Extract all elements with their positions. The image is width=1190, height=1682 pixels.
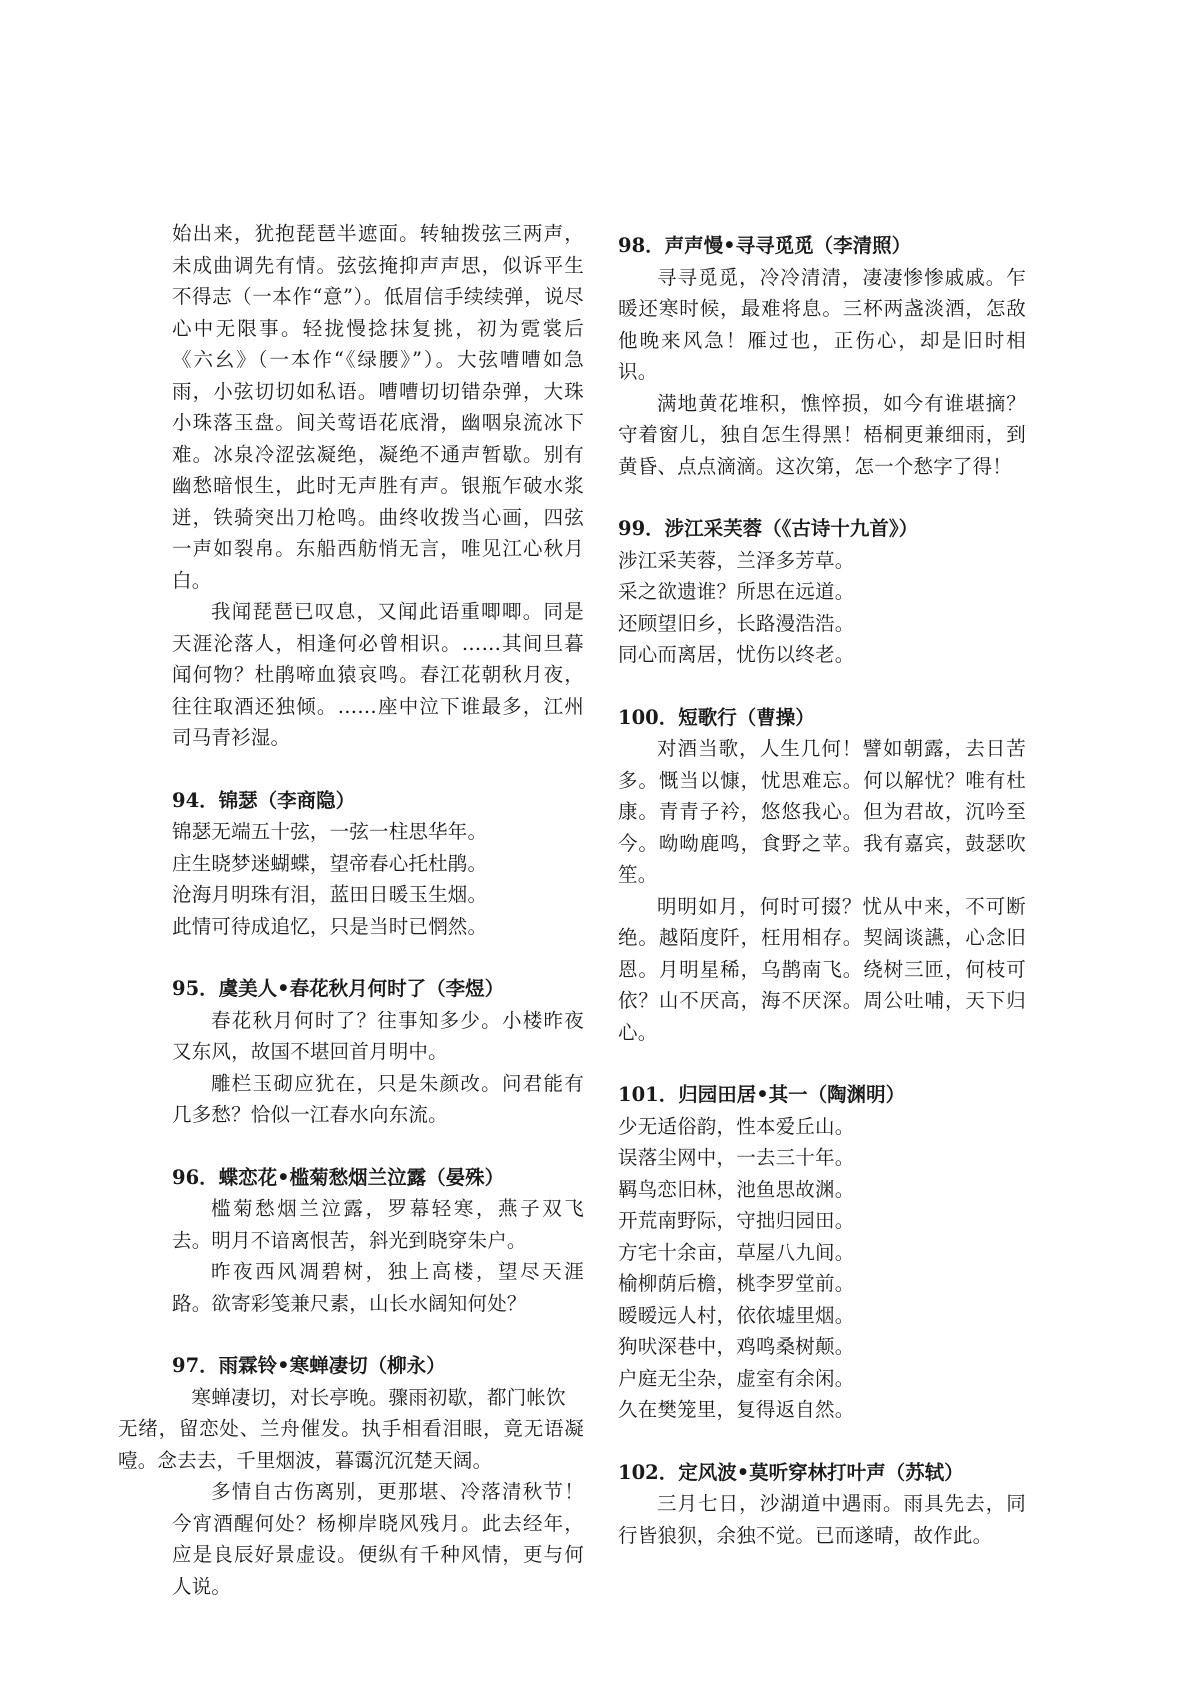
poem-101 (618, 1079, 1026, 1426)
poem-96 (172, 1162, 584, 1320)
poem-line: 还顾望旧乡，长路漫浩浩。 (618, 611, 855, 635)
poem-line: 涉江采芙蓉，兰泽多芳草。 (618, 548, 855, 572)
poem-94 (172, 785, 584, 943)
pipa-continuation-paragraph: 始出来，犹抱琵琶半遮面。转轴拨弦三两声，未成曲调先有情。弦弦掩抑声声思，似诉平生不得志（一本作“意”）。低眉信手续续弹，说尽心中无限事。轻拢慢捻抹复挑，初为霓裳后《六幺》（一本作“《绿腰》”）。大弦嘈嘈如急雨，小弦切切如私语。嘈嘈切切错杂弹，大珠小珠落玉盘。间关莺语花底滑，幽咽泉流冰下难。冰泉冷涩弦凝绝，凝绝不通声暂歇。别有幽愁暗恨生，此时无声胜有声。银瓶乍破水浆迸，铁骑突出刀枪鸣。曲终收拨当心画，四弦一声如裂帛。东船西舫悄无言，唯见江心秋月白。 (172, 222, 584, 592)
poem-preface: 三月七日，沙湖道中遇雨。雨具先去，同行皆狼狈，余独不觉。已而遂晴，故作此。 (618, 1492, 1026, 1547)
poem-100 (618, 702, 1026, 1049)
poem-title: 98．声声慢•寻寻觅觅（李清照） (618, 234, 912, 257)
poem-98 (618, 230, 1026, 482)
poem-title: 101．归园田居•其一（陶渊明） (618, 1083, 906, 1106)
poem-97 (118, 1350, 584, 1602)
poem-paragraph: 寻寻觅觅，冷冷清清，凄凄惨惨戚戚。乍暖还寒时候，最难将息。三杯两盏淡酒，怎敌他晚来风急！雁过也，正伤心，却是旧时相识。 (618, 265, 1026, 383)
poem-102 (618, 1457, 1026, 1552)
poem-paragraph-line: 寒蝉凄切，对长亭晚。骤雨初歇，都门帐饮 (191, 1385, 566, 1409)
poem-title: 95．虞美人•春花秋月何时了（李煜） (172, 977, 505, 1000)
poem-paragraph: 春花秋月何时了？往事知多少。小楼昨夜又东风，故国不堪回首月明中。 (172, 1008, 584, 1063)
poem-line: 方宅十余亩，草屋八九间。 (618, 1240, 855, 1264)
poem-95 (172, 973, 584, 1131)
poem-paragraph-outdented (118, 1413, 584, 1476)
pipa-continuation-paragraph: 我闻琵琶已叹息，又闻此语重唧唧。同是天涯沦落人，相逢何必曾相识。……其间旦暮闻何物？杜鹃啼血猿哀鸣。春江花朝秋月夜，往往取酒还独倾。……座中泣下谁最多，江州司马青衫湿。 (172, 600, 584, 749)
poem-99 (618, 513, 1026, 671)
poem-line: 此情可待成追忆，只是当时已惘然。 (172, 914, 488, 938)
poem-paragraph: 对酒当歌，人生几何！譬如朝露，去日苦多。慨当以慷，忧思难忘。何以解忧？唯有杜康。青青子衿，悠悠我心。但为君故，沉吟至今。呦呦鹿鸣，食野之苹。我有嘉宾，鼓瑟吹笙。 (618, 737, 1026, 886)
poem-paragraph: 槛菊愁烟兰泣露，罗幕轻寒，燕子双飞去。明月不谙离恨苦，斜光到晓穿朱户。 (172, 1197, 584, 1252)
poem-title: 94．锦瑟（李商隐） (172, 788, 356, 812)
poem-paragraph-text: 无绪，留恋处、兰舟催发。执手相看泪眼，竟无语凝噎。念去去，千里烟波，暮霭沉沉楚天阔。 (118, 1417, 584, 1472)
poem-line: 锦瑟无端五十弦，一弦一柱思华年。 (172, 820, 488, 843)
poem-line: 暧暧远人村，依依墟里烟。 (618, 1303, 855, 1327)
poem-title: 102．定风波•莫听穿林打叶声（苏轼） (618, 1460, 964, 1484)
poem-line: 榆柳荫后檐，桃李罗堂前。 (618, 1272, 855, 1295)
poem-line: 羁鸟恋旧林，池鱼思故渊。 (618, 1177, 855, 1201)
left-column (118, 218, 584, 1602)
poem-line: 误落尘网中，一去三十年。 (618, 1146, 855, 1169)
poem-line: 采之欲遗谁？所思在远道。 (618, 580, 855, 603)
poem-title: 96．蝶恋花•槛菊愁烟兰泣露（晏殊） (172, 1165, 505, 1189)
poem-paragraph: 雕栏玉砌应犹在，只是朱颜改。问君能有几多愁？恰似一江春水向东流。 (172, 1071, 584, 1126)
right-column (618, 218, 1026, 1551)
poem-title: 97．雨霖铃•寒蝉凄切（柳永） (172, 1354, 446, 1377)
poem-paragraph: 昨夜西风凋碧树，独上高楼，望尽天涯路。欲寄彩笺兼尺素，山长水阔知何处？ (172, 1260, 584, 1315)
poem-line: 沧海月明珠有泪，蓝田日暖玉生烟。 (172, 883, 488, 906)
poem-line: 同心而离居，忧伤以终老。 (618, 643, 855, 666)
poem-line: 狗吠深巷中，鸡鸣桑树颠。 (618, 1335, 855, 1358)
poem-line: 少无适俗韵，性本爱丘山。 (618, 1114, 855, 1138)
poem-paragraph: 多情自古伤离别，更那堪、冷落清秋节！今宵酒醒何处？杨柳岸晓风残月。此去经年，应是良辰好景虚设。便纵有千种风情，更与何人说。 (172, 1480, 584, 1598)
poem-line: 户庭无尘杂，虚室有余闲。 (618, 1366, 855, 1390)
poem-paragraph: 满地黄花堆积，憔悴损，如今有谁堪摘？守着窗儿，独自怎生得黑！梧桐更兼细雨，到黄昏、点点滴滴。这次第，怎一个愁字了得！ (618, 391, 1026, 478)
poem-line: 久在樊笼里，复得返自然。 (618, 1398, 855, 1421)
poem-line: 开荒南野际，守拙归园田。 (618, 1209, 855, 1232)
poem-title: 99．涉江采芙蓉（《古诗十九首》） (618, 517, 919, 540)
poem-line: 庄生晓梦迷蝴蝶，望帝春心托杜鹃。 (172, 851, 488, 875)
poem-paragraph: 明明如月，何时可掇？忧从中来，不可断绝。越陌度阡，枉用相存。契阔谈讌，心念旧恩。月明星稀，乌鹊南飞。绕树三匝，何枝可依？山不厌高，海不厌深。周公吐哺，天下归心。 (618, 894, 1026, 1044)
poem-title: 100．短歌行（曹操） (618, 705, 815, 729)
